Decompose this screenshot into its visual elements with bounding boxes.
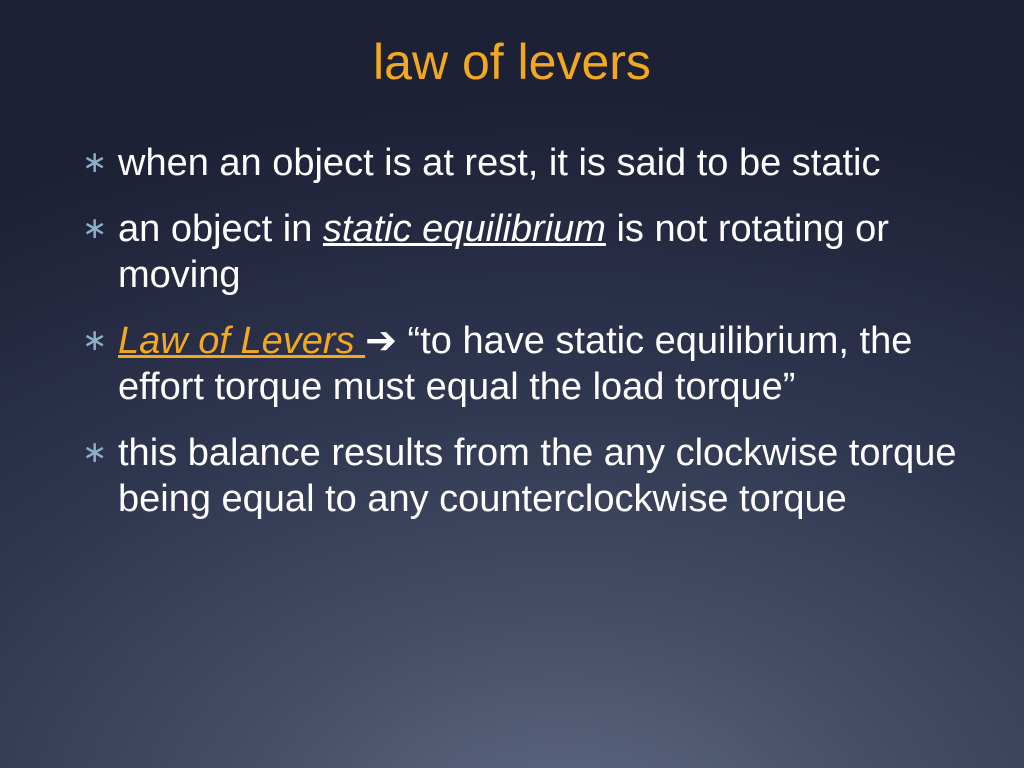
asterisk-bullet-icon: ∗ <box>82 146 108 179</box>
bullet-text: this balance results from the any clockwise torque being equal to any counterclockwise torque <box>118 432 957 520</box>
right-arrow-icon: ➔ <box>365 320 397 362</box>
bullet-item <box>82 140 962 186</box>
static-equilibrium-term: static equilibrium <box>322 208 606 250</box>
bullet-text: when an object is at rest, it is said to be static <box>118 142 881 184</box>
law-of-levers-link[interactable]: Law of Levers <box>118 320 366 362</box>
bullet-item <box>82 430 962 522</box>
bullet-text-before: an object in <box>118 208 323 250</box>
asterisk-bullet-icon: ∗ <box>82 324 108 357</box>
bullet-text-after: is not rotating or moving <box>118 208 889 296</box>
slide-title: law of levers <box>373 34 651 90</box>
bullet-list <box>82 140 962 542</box>
bullet-item <box>82 206 962 298</box>
asterisk-bullet-icon: ∗ <box>82 212 108 245</box>
asterisk-bullet-icon: ∗ <box>82 436 108 469</box>
bullet-item <box>82 318 962 410</box>
bullet-text-after: “to have static equilibrium, the effort torque must equal the load torque” <box>118 320 913 408</box>
